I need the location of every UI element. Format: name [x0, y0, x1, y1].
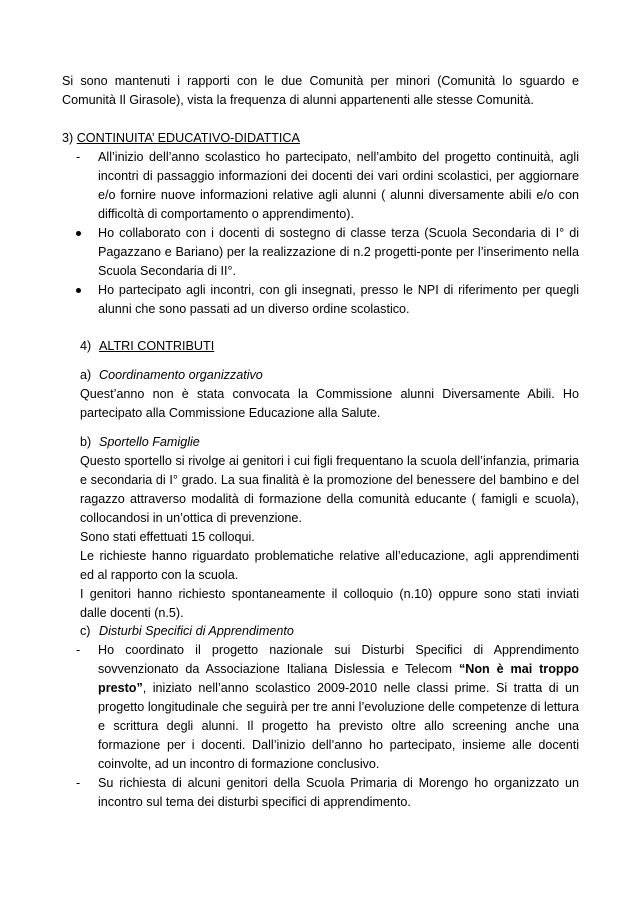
subsection-c-title: Disturbi Specifici di Apprendimento: [99, 624, 294, 638]
section-4-number: 4): [80, 339, 92, 353]
subsection-a-letter: a): [80, 368, 92, 382]
subsection-b-heading: [62, 433, 579, 452]
subsection-b-text-2: Sono stati effettuati 15 colloqui.: [80, 530, 255, 544]
dash-marker: -: [76, 150, 81, 164]
section-3-list: [62, 148, 579, 319]
subsection-a: [62, 366, 579, 423]
list-item: [62, 774, 579, 812]
bullet-icon: [76, 231, 81, 236]
section-3-heading: [62, 129, 579, 148]
list-item-text: Ho partecipato agli incontri, con gli insegnati, presso le NPI di riferimento per quegli alunni che sono passati ad un diverso ordine scolastico.: [98, 283, 579, 316]
bullet-icon: [76, 288, 81, 293]
list-item-text: All’inizio dell’anno scolastico ho partecipato, nell’ambito del progetto continuità, agli incontri di passaggio informazioni dei docenti dei vari ordini scolastici, per aggiornare e/o fornire nuove informazioni relative agli alunni ( alunni diversamente abili e/o con difficoltà di comportamento o apprendimento).: [98, 150, 579, 221]
dash-marker: -: [76, 776, 81, 790]
subsection-b-text-1: Questo sportello si rivolge ai genitori i cui figli frequentano la scuola dell’infanzia, primaria e secondaria di I° grado. La sua finalità è la promozione del benessere del bambino e del ragazzo attraverso modalità di formazione della comunità educante ( famigli e scuola), collocandosi in un’ottica di prevenzione.: [80, 454, 579, 525]
dash-marker: -: [76, 643, 81, 657]
list-item-text: [98, 643, 579, 771]
list-item-text-part: , iniziato nell’anno scolastico 2009-2010 nelle classi prime. Si tratta di un progetto longitudinale che seguirà per tre anni l’evoluzione delle competenze di lettura e scrittura degli alunni. Il progetto ha previsto oltre allo screening anche una formazione per i docenti. Dall’inizio dell’anno ho partecipato, insieme alle docenti coinvolte, ad un incontro di formazione conclusivo.: [98, 681, 579, 771]
subsection-b-title: Sportello Famiglie: [99, 435, 200, 449]
section-continuita: [62, 129, 579, 319]
intro-text: Si sono mantenuti i rapporti con le due Comunità per minori (Comunità lo sguardo e Comunità Il Girasole), vista la frequenza di alunni appartenenti alle stesse Comunità.: [62, 74, 579, 107]
subsection-b-letter: b): [80, 435, 92, 449]
subsection-b: [62, 433, 579, 623]
list-item-text: Ho collaborato con i docenti di sostegno di classe terza (Scuola Secondaria di I° di Pagazzano e Bariano) per la realizzazione di n.2 progetti-ponte per l’inserimento nella Scuola Secondaria di II°.: [98, 226, 579, 278]
subsection-c-letter: c): [80, 624, 91, 638]
subsection-c-list: [62, 641, 579, 812]
subsection-b-text-4: I genitori hanno richiesto spontaneamente il colloquio (n.10) oppure sono stati inviati dalle docenti (n.5).: [80, 587, 579, 620]
list-item: [62, 641, 579, 774]
list-item-text-part: Ho coordinato il progetto nazionale sui Disturbi Specifici di Apprendimento sovvenzionato da Associazione Italiana Dislessia e Telecom: [98, 643, 579, 676]
list-item: [62, 281, 579, 319]
list-item: [62, 224, 579, 281]
intro-paragraph: [62, 72, 579, 110]
subsection-a-title: Coordinamento organizzativo: [99, 368, 263, 382]
project-title: “Non è mai troppo presto”: [98, 662, 579, 695]
section-4-title: ALTRI CONTRIBUTI: [99, 339, 215, 353]
section-4-heading: [62, 337, 579, 356]
subsection-a-text: Quest’anno non è stata convocata la Commissione alunni Diversamente Abili. Ho partecipato alla Commissione Educazione alla Salute.: [80, 387, 579, 420]
list-item-text: Su richiesta di alcuni genitori della Scuola Primaria di Morengo ho organizzato un incontro sul tema dei disturbi specifici di apprendimento.: [98, 776, 579, 809]
section-3-title: CONTINUITA’ EDUCATIVO-DIDATTICA: [76, 131, 300, 145]
subsection-c: [62, 622, 579, 812]
subsection-a-heading: [62, 366, 579, 385]
subsection-c-heading: [62, 622, 579, 641]
section-3-number: 3): [62, 131, 77, 145]
list-item: [62, 148, 579, 224]
subsection-b-text-3: Le richieste hanno riguardato problematiche relative all’educazione, agli apprendimenti ed al rapporto con la scuola.: [80, 549, 579, 582]
